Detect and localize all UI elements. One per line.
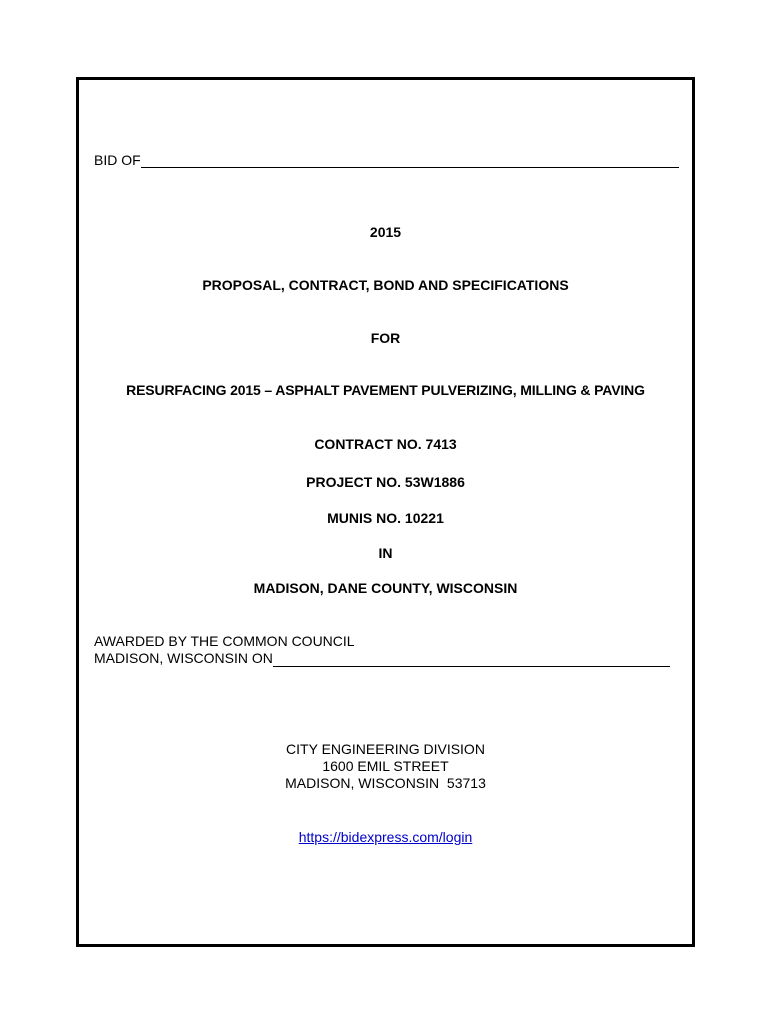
address-block [79, 741, 692, 792]
award-line-1: AWARDED BY THE COMMON COUNCIL [94, 633, 355, 649]
bid-of-blank-line [141, 153, 679, 168]
award-line-2-row [94, 650, 670, 667]
contract-number: CONTRACT NO. 7413 [314, 436, 457, 452]
award-block [94, 633, 670, 667]
for-label: FOR [370, 330, 401, 346]
project-number: PROJECT NO. 53W1886 [306, 474, 465, 490]
cover-frame [76, 77, 695, 947]
project-name: RESURFACING 2015 – ASPHALT PAVEMENT PULVERIZING, MILLING & PAVING [126, 382, 645, 398]
location: MADISON, DANE COUNTY, WISCONSIN [253, 580, 518, 596]
bid-of-label: BID OF [94, 152, 141, 168]
award-line-2: MADISON, WISCONSIN ON [94, 650, 273, 666]
bidexpress-link-row [79, 829, 692, 845]
bidexpress-link[interactable]: https://bidexpress.com/login [298, 829, 473, 845]
award-date-blank-line [273, 652, 670, 667]
division-name: CITY ENGINEERING DIVISION [286, 741, 485, 757]
city-state-zip: MADISON, WISCONSIN 53713 [285, 775, 486, 791]
document-heading: PROPOSAL, CONTRACT, BOND AND SPECIFICATIONS [202, 277, 569, 293]
street-address: 1600 EMIL STREET [322, 758, 449, 774]
bid-of-row [94, 152, 679, 168]
in-label: IN [378, 545, 393, 561]
munis-number: MUNIS NO. 10221 [327, 510, 444, 526]
year: 2015 [369, 224, 402, 240]
